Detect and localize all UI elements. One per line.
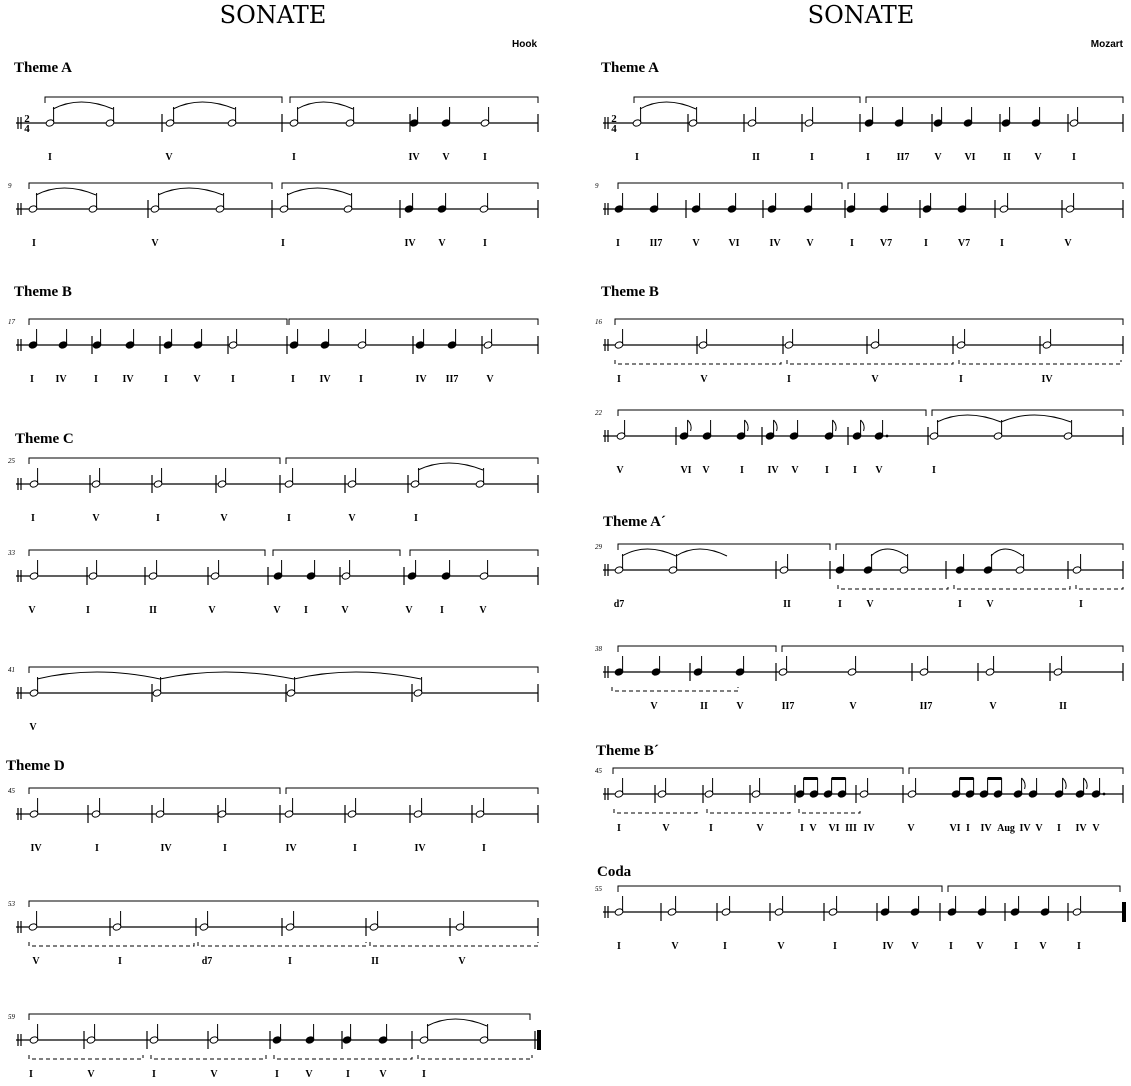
chord-label: V xyxy=(934,152,942,163)
chord-label: I xyxy=(1057,823,1061,834)
chord-label: I xyxy=(617,374,621,385)
measure-number: 45 xyxy=(8,787,15,795)
eighth-flag xyxy=(745,420,749,431)
chord-label: V xyxy=(165,152,173,163)
chord-label: IV xyxy=(408,152,420,163)
phrase-dashed-bracket xyxy=(198,942,366,946)
chord-label: V xyxy=(871,374,879,385)
chord-label: V xyxy=(671,941,679,952)
chord-label: V xyxy=(32,956,40,967)
right-composer: Mozart xyxy=(1090,39,1123,50)
chord-label: I xyxy=(966,823,970,834)
chord-label: V xyxy=(1064,238,1072,249)
chord-label: I xyxy=(231,374,235,385)
measure-number: 33 xyxy=(8,549,15,557)
time-signature-top: 2 xyxy=(24,113,30,125)
eighth-flag xyxy=(774,420,778,431)
chord-label: V xyxy=(1035,823,1043,834)
chord-label: IV xyxy=(160,843,172,854)
chord-label: I xyxy=(288,956,292,967)
measure-number: 53 xyxy=(8,900,15,908)
chord-label: V xyxy=(379,1069,387,1080)
chord-label: VI xyxy=(728,238,740,249)
chord-label: II xyxy=(752,152,760,163)
chord-label: I xyxy=(95,843,99,854)
phrase-dashed-bracket xyxy=(1076,585,1123,589)
chord-label: IV xyxy=(767,465,779,476)
measure-number: 29 xyxy=(595,543,602,551)
chord-label: I xyxy=(1079,599,1083,610)
chord-label: V xyxy=(405,605,413,616)
chord-label: I xyxy=(275,1069,279,1080)
chord-label: V xyxy=(616,465,624,476)
slur-tie xyxy=(287,188,351,195)
chord-label: I xyxy=(1077,941,1081,952)
chord-label: V xyxy=(736,701,744,712)
phrase-bracket xyxy=(948,886,1120,892)
chord-label: I xyxy=(32,238,36,249)
chord-label: V xyxy=(193,374,201,385)
phrase-dashed-bracket xyxy=(615,360,781,364)
phrase-bracket xyxy=(273,550,400,556)
eighth-flag xyxy=(688,420,692,431)
chord-label: V xyxy=(777,941,785,952)
chord-label: I xyxy=(414,513,418,524)
chord-label: I xyxy=(152,1069,156,1080)
note-beam xyxy=(988,777,1002,780)
chord-label: V xyxy=(479,605,487,616)
chord-label: V xyxy=(911,941,919,952)
chord-label: I xyxy=(48,152,52,163)
chord-label: I xyxy=(30,374,34,385)
slur-tie xyxy=(160,672,294,679)
chord-label: IV xyxy=(30,843,42,854)
chord-label: V xyxy=(866,599,874,610)
phrase-dashed-bracket xyxy=(614,809,697,813)
phrase-dashed-bracket xyxy=(418,1055,532,1059)
chord-label: I xyxy=(164,374,168,385)
chord-label: I xyxy=(118,956,122,967)
phrase-bracket xyxy=(29,550,265,556)
chord-label: I xyxy=(932,465,936,476)
chord-label: II7 xyxy=(781,701,795,712)
measure-number: 59 xyxy=(8,1013,15,1021)
slur-tie xyxy=(640,102,696,109)
chord-label: I xyxy=(617,823,621,834)
chord-label: V xyxy=(700,374,708,385)
left-title: SONATE xyxy=(219,1,327,29)
chord-label: Aug xyxy=(997,823,1015,834)
staff-systems xyxy=(7,97,1126,1080)
eighth-flag xyxy=(1063,778,1067,789)
phrase-dashed-bracket xyxy=(151,1055,266,1059)
left-theme-c-heading: Theme C xyxy=(15,431,74,447)
note-beam xyxy=(832,777,846,780)
chord-label: I xyxy=(949,941,953,952)
phrase-bracket xyxy=(29,788,280,794)
slur-tie xyxy=(871,549,907,556)
phrase-dashed-bracket xyxy=(370,942,538,946)
chord-label: I xyxy=(810,152,814,163)
dot xyxy=(1103,793,1106,796)
dot xyxy=(886,435,889,438)
chord-label: I xyxy=(838,599,842,610)
slur-tie xyxy=(297,102,353,109)
chord-label: II7 xyxy=(649,238,663,249)
chord-label: I xyxy=(740,465,744,476)
phrase-bracket xyxy=(618,410,926,416)
chord-label: II xyxy=(149,605,157,616)
chord-label: d7 xyxy=(201,956,213,967)
phrase-dashed-bracket xyxy=(838,585,948,589)
chord-label: V xyxy=(458,956,466,967)
chord-label: IV xyxy=(319,374,331,385)
chord-label: I xyxy=(616,238,620,249)
slur-tie xyxy=(427,1019,487,1026)
chord-label: V xyxy=(1092,823,1100,834)
chord-label: I xyxy=(156,513,160,524)
chord-label: I xyxy=(483,152,487,163)
measure-number: 17 xyxy=(8,318,15,326)
chord-label: V xyxy=(1034,152,1042,163)
chord-label: I xyxy=(1014,941,1018,952)
phrase-dashed-bracket xyxy=(274,1055,412,1059)
measure-number: 55 xyxy=(595,885,602,893)
chord-label: I xyxy=(94,374,98,385)
chord-label: IV xyxy=(414,843,426,854)
phrase-bracket xyxy=(848,183,1123,189)
chord-label: V xyxy=(273,605,281,616)
chord-label: V xyxy=(692,238,700,249)
left-theme-a-heading: Theme A xyxy=(14,60,72,76)
chord-label: V xyxy=(989,701,997,712)
chord-label: I xyxy=(1072,152,1076,163)
chord-label: I xyxy=(959,374,963,385)
chord-label: I xyxy=(709,823,713,834)
phrase-bracket xyxy=(29,458,280,464)
phrase-bracket xyxy=(29,901,538,907)
chord-label: VI xyxy=(680,465,692,476)
chord-label: I xyxy=(346,1069,350,1080)
measure-number: 22 xyxy=(595,409,602,417)
chord-label: I xyxy=(635,152,639,163)
chord-label: I xyxy=(1000,238,1004,249)
chord-label: I xyxy=(787,374,791,385)
chord-label: V xyxy=(151,238,159,249)
phrase-dashed-bracket xyxy=(29,1055,143,1059)
chord-label: I xyxy=(958,599,962,610)
chord-label: I xyxy=(304,605,308,616)
chord-label: I xyxy=(866,152,870,163)
chord-label: V xyxy=(348,513,356,524)
chord-label: V xyxy=(87,1069,95,1080)
chord-label: V xyxy=(305,1069,313,1080)
chord-label: I xyxy=(440,605,444,616)
chord-label: VI xyxy=(828,823,840,834)
slur-tie xyxy=(676,549,727,556)
left-theme-b-heading: Theme B xyxy=(14,284,72,300)
chord-label: I xyxy=(86,605,90,616)
measure-number: 9 xyxy=(8,182,12,190)
chord-label: I xyxy=(31,513,35,524)
chord-label: II xyxy=(1059,701,1067,712)
chord-label: IV xyxy=(863,823,875,834)
phrase-bracket xyxy=(615,319,1123,325)
measure-number: 9 xyxy=(595,182,599,190)
chord-label: IV xyxy=(882,941,894,952)
right-theme-b-prime-heading: Theme B´ xyxy=(596,743,659,759)
slur-tie xyxy=(418,463,483,470)
chord-label: VI xyxy=(949,823,961,834)
chord-label: V xyxy=(849,701,857,712)
slur-tie xyxy=(173,102,235,109)
chord-label: IV xyxy=(1075,823,1087,834)
chord-label: I xyxy=(482,843,486,854)
chord-label: I xyxy=(723,941,727,952)
chord-label: I xyxy=(850,238,854,249)
chord-label: V xyxy=(29,722,37,733)
phrase-dashed-bracket xyxy=(707,809,790,813)
slur-tie xyxy=(622,549,676,556)
chord-label: V xyxy=(662,823,670,834)
eighth-flag xyxy=(1022,778,1026,789)
chord-label: I xyxy=(825,465,829,476)
chord-label: II xyxy=(700,701,708,712)
eighth-flag xyxy=(1084,778,1088,789)
phrase-dashed-bracket xyxy=(799,809,860,813)
chord-label: I xyxy=(29,1069,33,1080)
chord-label: I xyxy=(483,238,487,249)
final-bar-line xyxy=(1122,902,1126,922)
chord-label: I xyxy=(833,941,837,952)
chord-label: IV xyxy=(1019,823,1031,834)
left-theme-d-heading: Theme D xyxy=(6,758,65,774)
chord-label: V xyxy=(1039,941,1047,952)
right-theme-b-heading: Theme B xyxy=(601,284,659,300)
note-beam xyxy=(960,777,974,780)
phrase-bracket xyxy=(410,550,538,556)
chord-label: V xyxy=(756,823,764,834)
chord-label: V xyxy=(341,605,349,616)
chord-label: II7 xyxy=(919,701,933,712)
phrase-dashed-bracket xyxy=(29,942,194,946)
chord-label: V xyxy=(986,599,994,610)
phrase-bracket xyxy=(836,544,1123,550)
right-theme-a-prime-heading: Theme A´ xyxy=(603,514,666,530)
slur-tie xyxy=(158,188,223,195)
chord-label: I xyxy=(292,152,296,163)
chord-label: V7 xyxy=(879,238,893,249)
chord-label: V xyxy=(702,465,710,476)
chord-label: VI xyxy=(964,152,976,163)
chord-label: V xyxy=(650,701,658,712)
chord-label: V xyxy=(486,374,494,385)
slur-tie xyxy=(36,188,96,195)
phrase-dashed-bracket xyxy=(787,360,953,364)
phrase-bracket xyxy=(286,788,538,794)
slur-tie xyxy=(37,672,160,679)
measure-number: 41 xyxy=(8,666,15,674)
chord-label: II xyxy=(1003,152,1011,163)
phrase-dashed-bracket xyxy=(612,687,738,691)
chord-label: III xyxy=(845,823,857,834)
chord-label: II7 xyxy=(445,374,459,385)
chord-label: I xyxy=(353,843,357,854)
phrase-bracket xyxy=(618,183,842,189)
chord-label: V7 xyxy=(957,238,971,249)
chord-label: IV xyxy=(1041,374,1053,385)
chord-label: V xyxy=(806,238,814,249)
chord-label: d7 xyxy=(613,599,625,610)
chord-label: II7 xyxy=(896,152,910,163)
chord-label: IV xyxy=(980,823,992,834)
note-beam xyxy=(804,777,818,780)
chord-label: IV xyxy=(415,374,427,385)
phrase-bracket xyxy=(782,646,1123,652)
final-bar-line xyxy=(537,1030,541,1050)
slur-tie xyxy=(294,672,421,679)
chord-label: I xyxy=(422,1069,426,1080)
eighth-flag xyxy=(861,420,865,431)
measure-number: 16 xyxy=(595,318,602,326)
time-signature-bottom: 4 xyxy=(24,123,30,135)
chord-label: V xyxy=(28,605,36,616)
slur-tie xyxy=(991,549,1023,556)
phrase-dashed-bracket xyxy=(954,585,1070,589)
chord-label: V xyxy=(220,513,228,524)
chord-label: I xyxy=(924,238,928,249)
chord-label: I xyxy=(853,465,857,476)
chord-label: IV xyxy=(55,374,67,385)
chord-label: V xyxy=(791,465,799,476)
phrase-bracket xyxy=(866,97,1123,103)
chord-label: I xyxy=(287,513,291,524)
chord-label: V xyxy=(875,465,883,476)
chord-label: IV xyxy=(285,843,297,854)
chord-label: I xyxy=(359,374,363,385)
chord-label: I xyxy=(291,374,295,385)
chord-label: IV xyxy=(404,238,416,249)
chord-label: V xyxy=(442,152,450,163)
phrase-bracket xyxy=(286,458,538,464)
measure-number: 38 xyxy=(595,645,602,653)
chord-label: I xyxy=(223,843,227,854)
slur-tie xyxy=(1001,415,1071,422)
chord-label: V xyxy=(208,605,216,616)
phrase-bracket xyxy=(289,319,538,325)
phrase-bracket xyxy=(618,886,942,892)
left-composer: Hook xyxy=(512,39,537,50)
chord-label: IV xyxy=(769,238,781,249)
chord-label: V xyxy=(438,238,446,249)
time-signature-top: 2 xyxy=(611,113,617,125)
chord-label: V xyxy=(210,1069,218,1080)
slur-tie xyxy=(53,102,113,109)
chord-label: IV xyxy=(122,374,134,385)
time-signature-bottom: 4 xyxy=(611,123,617,135)
right-coda-heading: Coda xyxy=(597,864,632,880)
phrase-bracket xyxy=(618,646,776,652)
measure-number: 45 xyxy=(595,767,602,775)
chord-label: I xyxy=(617,941,621,952)
slur-tie xyxy=(937,415,1001,422)
phrase-bracket xyxy=(909,768,1123,774)
chord-label: II xyxy=(783,599,791,610)
phrase-bracket xyxy=(613,768,903,774)
phrase-bracket xyxy=(29,319,287,325)
chord-label: II xyxy=(371,956,379,967)
chord-label: V xyxy=(92,513,100,524)
chord-label: I xyxy=(800,823,804,834)
measure-number: 25 xyxy=(8,457,15,465)
chord-label: V xyxy=(809,823,817,834)
chord-label: V xyxy=(976,941,984,952)
chord-label: V xyxy=(907,823,915,834)
phrase-dashed-bracket xyxy=(959,360,1121,364)
right-theme-a-heading: Theme A xyxy=(601,60,659,76)
chord-label: I xyxy=(281,238,285,249)
eighth-flag xyxy=(833,420,837,431)
right-title: SONATE xyxy=(807,1,915,29)
